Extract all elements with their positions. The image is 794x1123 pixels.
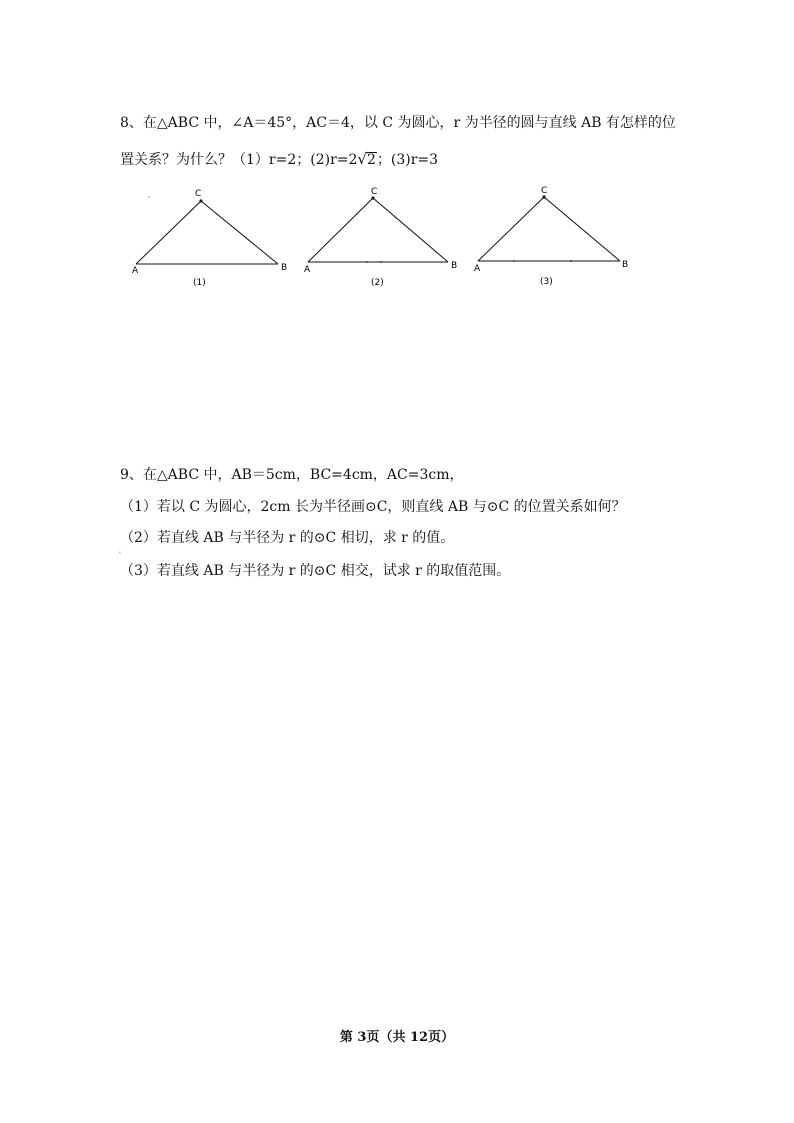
- q8-line2-pre: 置关系？为什么？（1）r=2；(2)r=2: [120, 152, 358, 168]
- q8-line1: 8、在△ABC 中，∠A＝45°，AC＝4，以 C 为圆心，r 为半径的圆与直线 AB 有怎样的位: [120, 115, 676, 131]
- figure-2-label-c: C: [371, 187, 378, 197]
- q9-sub3: （3）若直线 AB 与半径为 r 的⊙C 相交，试求 r 的取值范围。: [120, 563, 511, 579]
- figure-3-label-b: B: [622, 260, 629, 270]
- q8-line2: [120, 150, 438, 169]
- figure-1: [132, 189, 287, 288]
- figure-1-label-b: B: [281, 263, 288, 273]
- figure-3: [474, 186, 628, 287]
- q9-line1: 9、在△ABC 中，AB＝5cm，BC=4cm，AC=3cm，: [120, 467, 464, 483]
- figure-3-caption: (3): [540, 277, 553, 287]
- q9-sub2: （2）若直线 AB 与半径为 r 的⊙C 相切，求 r 的值。: [120, 530, 455, 546]
- triangle-figures: [0, 180, 794, 300]
- figure-3-label-c: C: [541, 186, 548, 196]
- figure-2-label-a: A: [304, 265, 311, 275]
- q8-sqrt-arg: 2: [366, 152, 376, 168]
- stray-dot-icon: .: [118, 542, 122, 556]
- sqrt-sign-icon: √: [357, 150, 367, 168]
- q8-line2-post: ；(3)r=3: [376, 152, 439, 168]
- figure-2: [304, 187, 457, 288]
- figure-3-label-a: A: [474, 264, 481, 274]
- figure-2-caption: (2): [371, 278, 384, 288]
- q9-sub1: （1）若以 C 为圆心，2cm 长为半径画⊙C，则直线 AB 与⊙C 的位置关系如何？: [120, 499, 626, 515]
- figure-1-label-a: A: [132, 266, 139, 276]
- page-footer: 第 3页（共 12页）: [339, 1030, 455, 1045]
- figure-2-label-b: B: [451, 261, 458, 271]
- figure-1-caption: (1): [193, 278, 206, 288]
- figure-1-label-c: C: [195, 189, 202, 199]
